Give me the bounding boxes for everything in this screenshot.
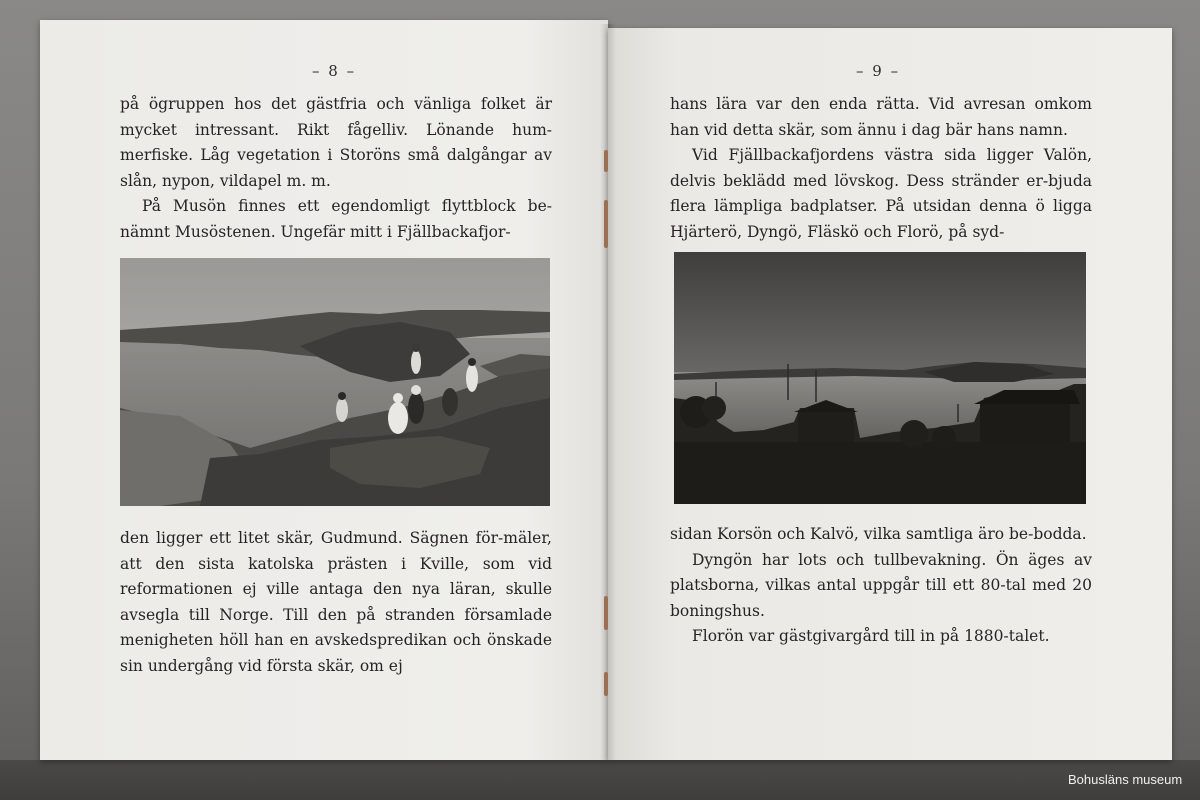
- right-paragraph-3: sidan Korsön och Kalvö, vilka samtliga äro be-bodda.: [670, 525, 1087, 543]
- left-paragraph-1: på ögruppen hos det gästfria och vänliga folket är mycket intressant. Rikt fågelliv. Lönande hum-merfiske. Låg vegetation i Storöns små dalgångar av slån, nypon, vildapel m. m.: [120, 95, 552, 190]
- right-paragraph-2: Vid Fjällbackafjordens västra sida ligger Valön, delvis beklädd med lövskog. Dess stränder er-bjuda flera lämpliga badplatser. På utsidan denna ö ligga Hjärterö, Dyngö, Fläskö och Florö, på syd-: [670, 146, 1092, 241]
- left-page: [40, 20, 608, 760]
- right-bottom-text: [670, 522, 1092, 650]
- left-paragraph-3: den ligger ett litet skär, Gudmund. Sägnen för-mäler, att den sista katolska prästen i Kville, som vid reformationen ej ville antaga den nya läran, skulle avsegla till Norge. Till den på stranden församlade menigheten höll han en avskedspredikan och önskade sin undergång vid första skär, om ej: [120, 529, 552, 675]
- staple-bottom: [604, 672, 608, 696]
- staple-upper-mark: [604, 200, 608, 248]
- right-photo: [674, 252, 1086, 504]
- right-paragraph-5: Florön var gästgivargård till in på 1880-talet.: [692, 627, 1050, 645]
- watermark: Bohusläns museum: [1068, 772, 1183, 787]
- left-photo: [120, 258, 550, 506]
- right-paragraph-4: Dyngön har lots och tullbevakning. Ön äges av platsborna, vilkas antal uppgår till ett 80-tal med 20 boningshus.: [670, 550, 1092, 620]
- book-gutter: [600, 24, 616, 760]
- staple-lower: [604, 596, 608, 630]
- staple-top: [604, 150, 608, 172]
- left-bottom-text: [120, 526, 552, 679]
- left-top-text: [120, 92, 552, 245]
- page-number-left: – 8 –: [312, 62, 357, 80]
- right-paragraph-1: hans lära var den enda rätta. Vid avresan omkom han vid detta skär, som ännu i dag bär hans namn.: [670, 95, 1092, 139]
- page-number-right: – 9 –: [856, 62, 901, 80]
- left-paragraph-2: På Musön finnes ett egendomligt flyttblock be-nämnt Musöstenen. Ungefär mitt i Fjällbackafjor-: [120, 197, 552, 241]
- right-top-text: [670, 92, 1092, 245]
- right-page: [608, 28, 1172, 760]
- bottom-bar: [0, 760, 1200, 800]
